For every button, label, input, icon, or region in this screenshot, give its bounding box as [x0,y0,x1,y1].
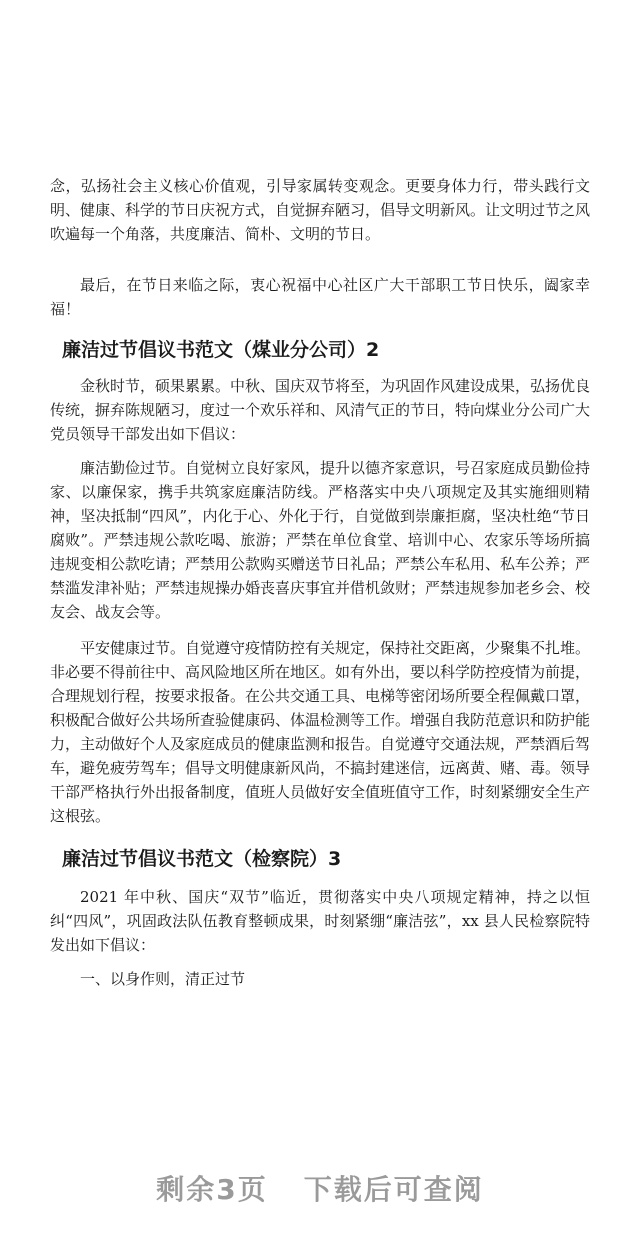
paragraph-safe-festival: 平安健康过节。自觉遵守疫情防控有关规定，保持社交距离，少聚集不扎堆。非必要不得前往中、高风险地区所在地区。如有外出，要以科学防控疫情为前提，合理规划行程，按要求报备。在公共交通工具、电梯等密闭场所要全程佩戴口罩，积极配合做好公共场所查验健康码、体温检测等工作。增强自我防范意识和防护能力，主动做好个人及家庭成员的健康监测和报告。自觉遵守交通法规，严禁酒后驾车，避免疲劳驾车；倡导文明健康新风尚，不搞封建迷信，远离黄、赌、毒。领导干部严格执行外出报备制度，值班人员做好安全值班值守工作，时刻紧绷安全生产这根弦。 [50,639,591,825]
paragraph-closing-continuation: 念，弘扬社会主义核心价值观，引导家属转变观念。更要身体力行，带头践行文明、健康、科学的节日庆祝方式，自觉摒弃陋习，倡导文明新风。让文明过节之风吹遍每一个角落，共度廉洁、简朴、文明的节日。 [50,177,591,243]
paragraph-item-one: 一、以身作则，清正过节 [80,970,246,988]
section-heading-coal: 廉洁过节倡议书范文（煤业分公司）2 [62,339,380,361]
paragraph-blessing: 最后，在节日来临之际，衷心祝福中心社区广大干部职工节日快乐，阖家幸福！ [50,276,590,318]
paragraph-procuratorate-intro: 2021 年中秋、国庆“双节”临近，贯彻落实中央八项规定精神，持之以恒纠“四风”，巩固政法队伍教育整顿成果，时刻紧绷“廉洁弦”，xx 县人民检察院特发出如下倡议： [50,888,590,954]
remaining-pages-label[interactable]: 剩余3页 [156,1173,268,1206]
section-heading-procuratorate: 廉洁过节倡议书范文（检察院）3 [62,848,342,870]
download-prompt-banner[interactable] [0,1168,640,1208]
paragraph-coal-intro: 金秋时节，硕果累累。中秋、国庆双节将至，为巩固作风建设成果，弘扬优良传统，摒弃陈规陋习，度过一个欢乐祥和、风清气正的节日，特向煤业分公司广大党员领导干部发出如下倡议： [50,377,591,443]
download-to-view-label[interactable]: 下载后可查阅 [303,1173,484,1206]
paragraph-frugal-festival: 廉洁勤俭过节。自觉树立良好家风，提升以德齐家意识，号召家庭成员勤俭持家、以廉保家，携手共筑家庭廉洁防线。严格落实中央八项规定及其实施细则精神，坚决抵制“四风”，内化于心、外化于行，自觉做到崇廉拒腐，坚决杜绝“节日腐败”。严禁违规公款吃喝、旅游；严禁在单位食堂、培训中心、农家乐等场所搞违规变相公款吃请；严禁用公款购买赠送节日礼品；严禁公车私用、私车公养；严禁滥发津补贴；严禁违规操办婚丧喜庆事宜并借机敛财；严禁违规参加老乡会、校友会、战友会等。 [50,459,591,621]
